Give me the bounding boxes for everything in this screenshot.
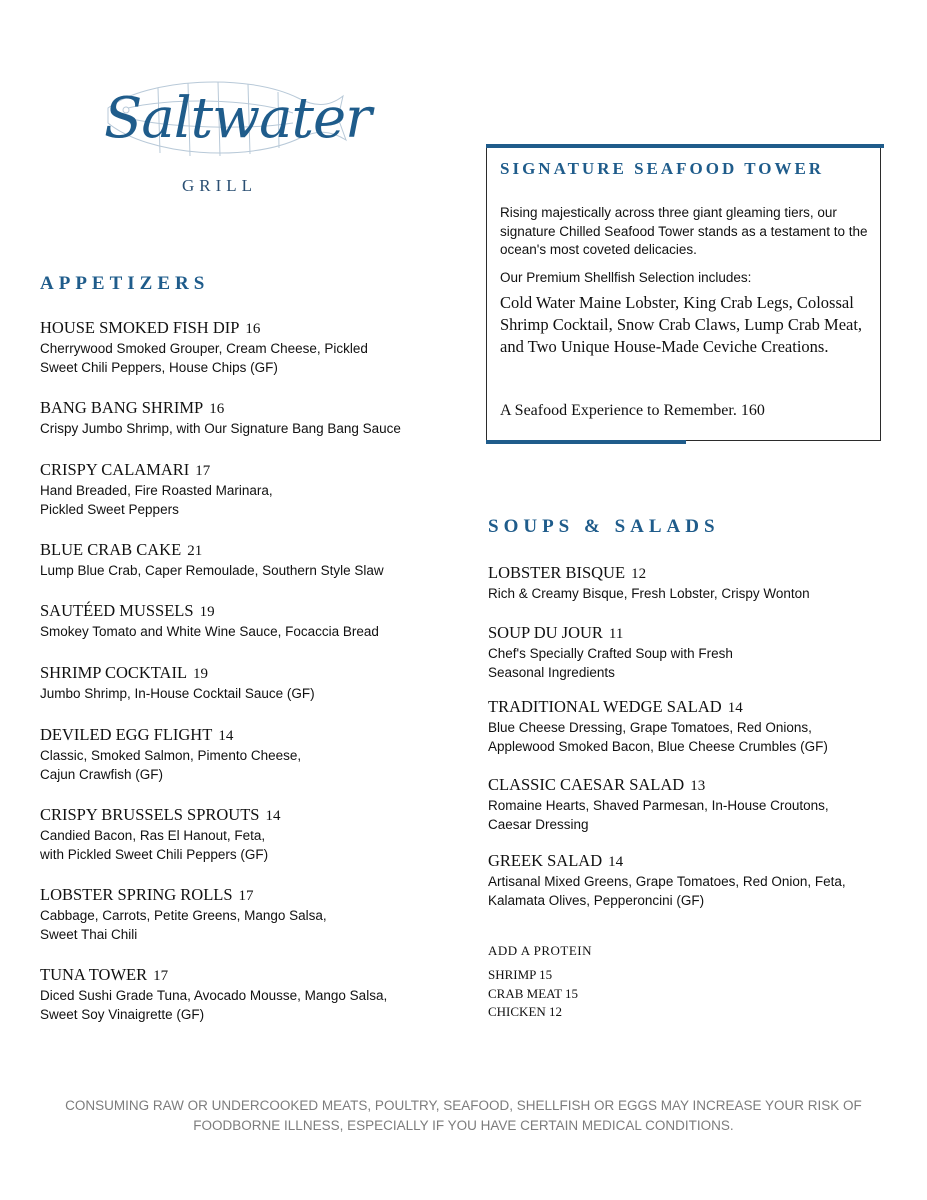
menu-item [488, 563, 810, 603]
disclaimer-line: CONSUMING RAW OR UNDERCOOKED MEATS, POULTRY, SEAFOOD, SHELLFISH OR EGGS MAY INCREASE YOUR RISK OF [65, 1098, 862, 1113]
menu-item-name [488, 775, 829, 796]
box-accent-bottom [486, 440, 686, 444]
menu-item-price: 11 [608, 626, 624, 642]
menu-item-title: DEVILED EGG FLIGHT [40, 725, 213, 744]
menu-item-title: TUNA TOWER [40, 965, 148, 984]
menu-item-title: CRISPY BRUSSELS SPROUTS [40, 805, 260, 824]
menu-item-price: 19 [199, 604, 215, 620]
menu-item [488, 697, 828, 756]
menu-item-description: Crispy Jumbo Shrimp, with Our Signature Bang Bang Sauce [40, 421, 401, 436]
menu-item-title: LOBSTER SPRING ROLLS [40, 885, 233, 904]
menu-item-title: SHRIMP COCKTAIL [40, 663, 188, 682]
menu-item-price: 12 [631, 566, 647, 582]
logo-subtitle: GRILL [182, 176, 258, 195]
menu-item-price: 21 [187, 543, 203, 559]
menu-item-description: Romaine Hearts, Shaved Parmesan, In-House Croutons, [488, 798, 829, 813]
menu-item-price: 14 [265, 808, 281, 824]
menu-item-description: Cabbage, Carrots, Petite Greens, Mango Salsa, [40, 908, 327, 923]
menu-item-name [40, 965, 387, 986]
seafood-tower-title: SIGNATURE SEAFOOD TOWER [500, 159, 825, 178]
menu-item-description: Kalamata Olives, Pepperoncini (GF) [488, 893, 705, 908]
shellfish-selection-text: Cold Water Maine Lobster, King Crab Legs, Colossal Shrimp Cocktail, Snow Crab Claws, Lump Crab Meat, and Two Unique House-Made Ceviche Creations. [500, 293, 863, 356]
menu-item-description: Lump Blue Crab, Caper Remoulade, Southern Style Slaw [40, 563, 384, 578]
menu-item-title: HOUSE SMOKED FISH DIP [40, 318, 240, 337]
menu-item-description: Caesar Dressing [488, 817, 589, 832]
menu-item-description: Pickled Sweet Peppers [40, 502, 179, 517]
menu-item-name [488, 697, 828, 718]
menu-item-name [40, 885, 327, 906]
menu-item-description: Cherrywood Smoked Grouper, Cream Cheese, Pickled [40, 341, 368, 356]
menu-item-description: Cajun Crawfish (GF) [40, 767, 164, 782]
menu-item-name [40, 460, 273, 481]
menu-item-name [40, 725, 301, 746]
menu-item-name [488, 851, 846, 872]
menu-item-description: Artisanal Mixed Greens, Grape Tomatoes, Red Onion, Feta, [488, 874, 846, 889]
menu-item-price: 16 [245, 321, 261, 337]
menu-item-description: Classic, Smoked Salmon, Pimento Cheese, [40, 748, 302, 763]
menu-item-price: 17 [195, 463, 211, 479]
disclaimer-line: FOODBORNE ILLNESS, ESPECIALLY IF YOU HAVE CERTAIN MEDICAL CONDITIONS. [193, 1118, 734, 1133]
menu-item-title: TRADITIONAL WEDGE SALAD [488, 697, 722, 716]
menu-item-price: 13 [690, 778, 706, 794]
protein-list [488, 966, 578, 1022]
menu-item-name [40, 540, 384, 561]
health-disclaimer [0, 1096, 927, 1136]
menu-item-description: Jumbo Shrimp, In-House Cocktail Sauce (GF) [40, 686, 315, 701]
menu-item-price: 17 [238, 888, 254, 904]
add-protein-title: ADD A PROTEIN [488, 943, 593, 958]
menu-item-description: Chef's Specially Crafted Soup with Fresh [488, 646, 733, 661]
menu-item-description: Sweet Chili Peppers, House Chips (GF) [40, 360, 278, 375]
seafood-tower-intro: Rising majestically across three giant gleaming tiers, our signature Chilled Seafood Tower stands as a testament to the ocean's most coveted delicacies. [500, 205, 868, 257]
protein-item: CHICKEN 12 [488, 1004, 563, 1019]
menu-item-price: 14 [608, 854, 624, 870]
box-accent-top [486, 144, 884, 148]
menu-item [40, 725, 301, 784]
menu-item-price: 16 [209, 401, 225, 417]
protein-item: CRAB MEAT 15 [488, 985, 579, 1001]
menu-item-description: Rich & Creamy Bisque, Fresh Lobster, Crispy Wonton [488, 586, 810, 601]
shellfish-selection-label: Our Premium Shellfish Selection includes: [500, 270, 752, 285]
menu-item [40, 398, 401, 438]
menu-item-name [40, 398, 401, 419]
menu-item-name [40, 805, 280, 826]
menu-item-description: Blue Cheese Dressing, Grape Tomatoes, Red Onions, [488, 720, 812, 735]
appetizers-title: APPETIZERS [40, 273, 210, 294]
menu-item [40, 318, 368, 377]
menu-item-title: LOBSTER BISQUE [488, 563, 626, 582]
menu-item-name [488, 563, 810, 584]
menu-item [488, 851, 846, 910]
menu-item [488, 623, 733, 682]
menu-item-price: 19 [193, 666, 209, 682]
menu-item [40, 460, 273, 519]
menu-item-price: 17 [153, 968, 169, 984]
menu-item-title: BLUE CRAB CAKE [40, 540, 182, 559]
menu-item-description: Candied Bacon, Ras El Hanout, Feta, [40, 828, 266, 843]
menu-item-description: Smokey Tomato and White Wine Sauce, Focaccia Bread [40, 624, 379, 639]
menu-item [40, 663, 315, 703]
menu-item [40, 540, 384, 580]
menu-item-name [40, 318, 368, 339]
seafood-tower-closing: A Seafood Experience to Remember. 160 [500, 402, 765, 419]
menu-item [488, 775, 829, 834]
menu-item-description: Diced Sushi Grade Tuna, Avocado Mousse, Mango Salsa, [40, 988, 388, 1003]
menu-item-title: SAUTÉED MUSSELS [40, 601, 194, 620]
menu-item-title: CLASSIC CAESAR SALAD [488, 775, 685, 794]
menu-item-title: GREEK SALAD [488, 851, 603, 870]
menu-item-description: Sweet Thai Chili [40, 927, 138, 942]
menu-item-name [40, 601, 379, 622]
restaurant-logo [98, 68, 371, 198]
menu-item-name [488, 623, 733, 644]
menu-item-title: SOUP DU JOUR [488, 623, 603, 642]
menu-item-description: Seasonal Ingredients [488, 665, 615, 680]
menu-item-description: Applewood Smoked Bacon, Blue Cheese Crumbles (GF) [488, 739, 828, 754]
menu-item [40, 965, 387, 1024]
menu-item-title: BANG BANG SHRIMP [40, 398, 204, 417]
menu-item-title: CRISPY CALAMARI [40, 460, 190, 479]
menu-item-description: Sweet Soy Vinaigrette (GF) [40, 1007, 205, 1022]
menu-item [40, 805, 280, 864]
menu-item [40, 885, 327, 944]
menu-item-description: with Pickled Sweet Chili Peppers (GF) [40, 847, 269, 862]
menu-item-description: Hand Breaded, Fire Roasted Marinara, [40, 483, 273, 498]
menu-item-price: 14 [727, 700, 743, 716]
menu-item-price: 14 [218, 728, 234, 744]
logo-wordmark: Saltwater [104, 86, 371, 151]
protein-item: SHRIMP 15 [488, 967, 553, 982]
menu-item-name [40, 663, 315, 684]
soups-salads-title: SOUPS & SALADS [488, 516, 720, 537]
menu-item [40, 601, 379, 641]
